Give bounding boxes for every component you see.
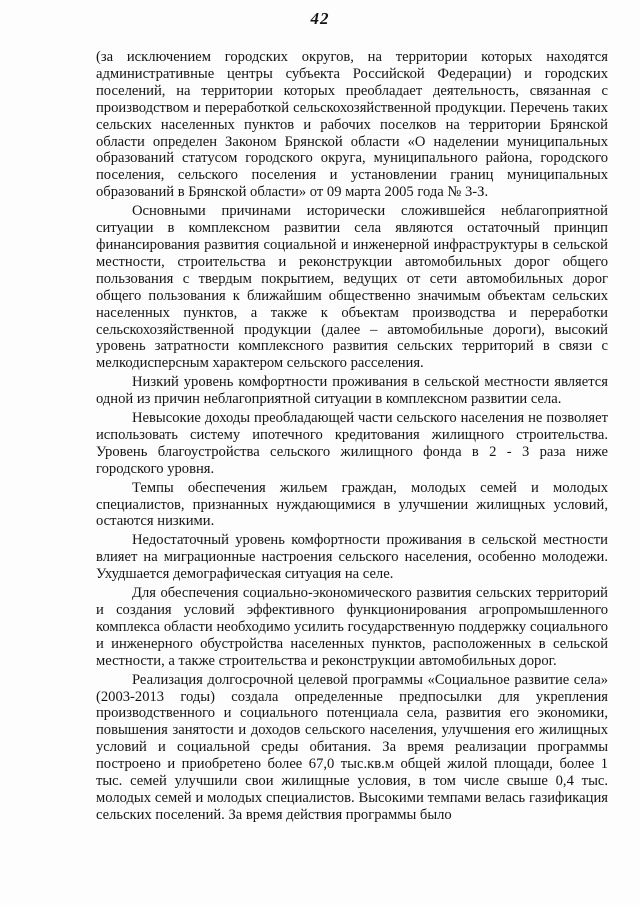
page-number: 42: [310, 9, 330, 28]
paragraph-housing-rates: Темпы обеспечения жильем граждан, молодых семей и молодых специалистов, признанных нуждающимися в улучшении жилищных условий, остаются низкими.: [96, 479, 608, 530]
paragraph-program: Реализация долгосрочной целевой программы «Социальное развитие села» (2003-2013 годы) создала определенные предпосылки для укрепления производственного и социального потенциала села, развития его экономики, повышения занятости и доходов сельского населения, улучшения его жилищных условий и социальной среды обитания. За время реализации программы построено и приобретено более 67,0 тыс.кв.м общей жилой площади, более 1 тыс. семей улучшили свои жилищные условия, в том числе свыше 0,4 тыс. молодых семей и молодых специалистов. Высокими темпами велась газификация сельских поселений. За время действия программы было: [96, 671, 608, 823]
paragraph-comfort-level: Низкий уровень комфортности проживания в сельской местности является одной из причин неблагоприятной ситуации в комплексном развитии села.: [96, 374, 608, 408]
paragraph-incomes: Невысокие доходы преобладающей части сельского населения не позволяет использовать систему ипотечного кредитования жилищного строительства. Уровень благоустройства сельского жилищного фонда в 2 - 3 раза ниже городского уровня.: [96, 410, 608, 477]
paragraph-reasons: Основными причинами исторически сложившейся неблагоприятной ситуации в комплексном развитии села являются остаточный принцип финансирования развития социальной и инженерной инфраструктуры в сельской местности, строительства и реконструкции автомобильных дорог общего пользования с твердым покрытием, ведущих от сети автомобильных дорог общего пользования к ближайшим общественно значимым объектам сельских населенных пунктов, а также к объектам производства и переработки сельскохозяйственной продукции (далее – автомобильные дороги), высокий уровень затратности комплексного развития сельских территорий в связи с мелкодисперсным характером сельского расселения.: [96, 203, 608, 372]
paragraph-development: Для обеспечения социально-экономического развития сельских территорий и создания условий эффективного функционирования агропромышленного комплекса области необходимо усилить государственную поддержку социального и инженерного обустройства населенных пунктов, расположенных в сельской местности, а также строительства и реконструкции автомобильных дорог.: [96, 585, 608, 669]
paragraph-continuation: (за исключением городских округов, на территории которых находятся административные центры субъекта Российской Федерации) и городских поселений, на территории которых преобладает деятельность, связанная с производством и переработкой сельскохозяйственной продукции. Перечень таких сельских населенных пунктов и рабочих поселков на территории Брянской области определен Законом Брянской области «О наделении муниципальных образований статусом городского округа, муниципального района, городского поселения, сельского поселения и установлении границ муниципальных образований в Брянской области» от 09 марта 2005 года № 3-З.: [96, 49, 608, 201]
paragraph-migration: Недостаточный уровень комфортности проживания в сельской местности влияет на миграционные настроения сельского населения, особенно молодежи. Ухудшается демографическая ситуация на селе.: [96, 532, 608, 583]
document-body: [96, 49, 608, 826]
